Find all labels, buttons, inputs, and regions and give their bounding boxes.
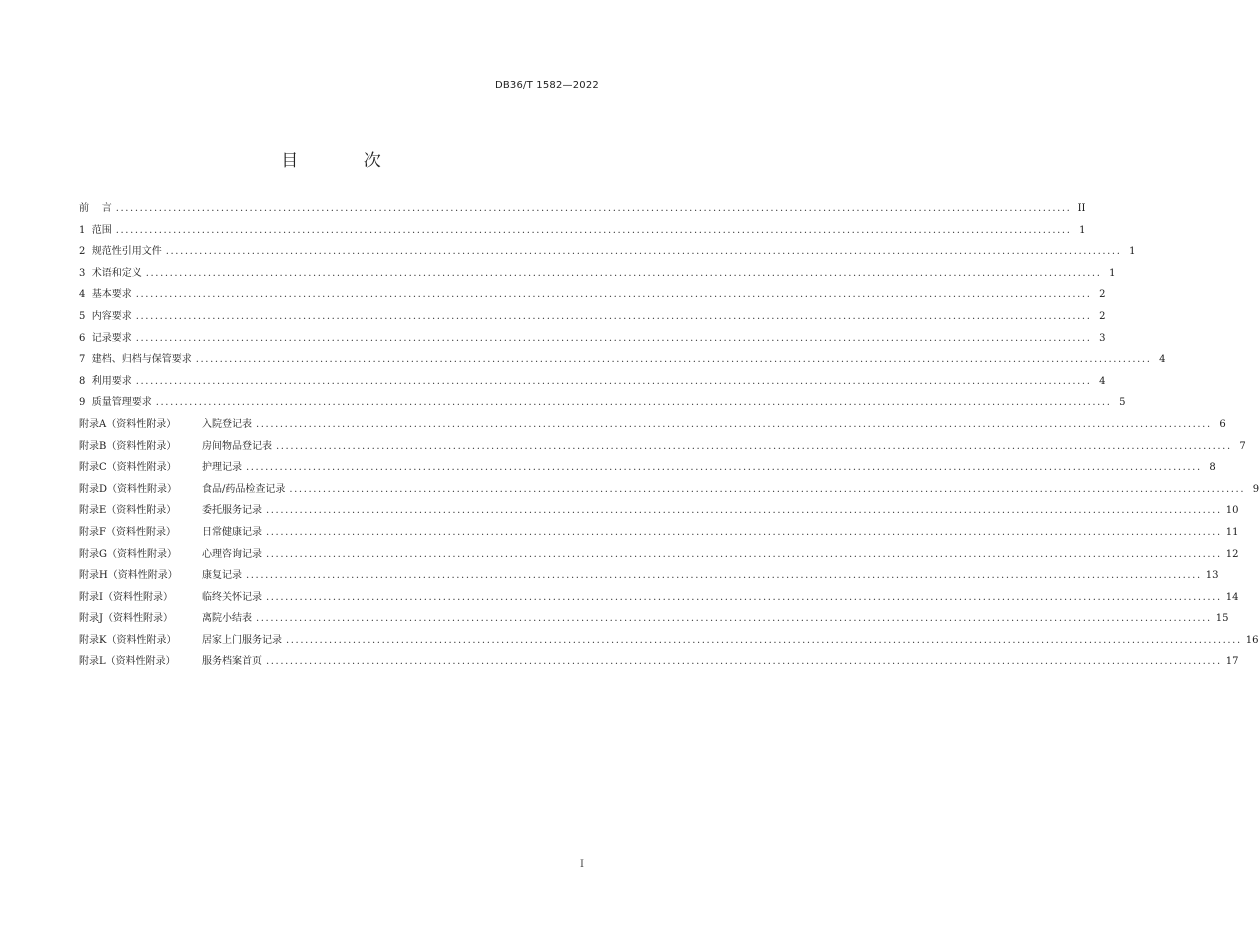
- toc-entry-page: 4: [1159, 354, 1166, 366]
- toc-leader-dots: ........................................................................................................................................................................................................: [256, 613, 1212, 625]
- toc-leader-dots: ........................................................................................................................................................................................................: [266, 548, 1222, 560]
- toc-entry-page: 2: [1099, 289, 1106, 301]
- toc-entry-page: 7: [1239, 440, 1246, 452]
- toc-leader-dots: ........................................................................................................................................................................................................: [266, 526, 1222, 538]
- toc-entry-label: 4 基本要求: [79, 289, 132, 301]
- toc-entry-appendix-prefix: 附录J（资料性附录）: [79, 613, 174, 625]
- toc-entry[interactable]: [79, 392, 1126, 414]
- toc-entry-label: 前 言: [79, 203, 112, 214]
- toc-leader-dots: ........................................................................................................................................................................................................: [246, 570, 1202, 582]
- toc-leader-dots: ........................................................................................................................................................................................................: [165, 246, 1122, 258]
- toc-entry[interactable]: [79, 263, 1116, 285]
- toc-leader-dots: ........................................................................................................................................................................................................: [276, 440, 1232, 452]
- toc-entry[interactable]: [79, 220, 1086, 242]
- toc-entry-label: 日常健康记录: [202, 526, 262, 538]
- toc-entry-label: 服务档案首页: [202, 656, 262, 668]
- toc-leader-dots: ........................................................................................................................................................................................................: [289, 483, 1246, 495]
- toc-entry-label: 居家上门服务记录: [202, 634, 282, 646]
- toc-entry-appendix-prefix: 附录C（资料性附录）: [79, 462, 177, 474]
- toc-leader-dots: ........................................................................................................................................................................................................: [135, 310, 1092, 322]
- toc-entry-appendix-prefix: 附录F（资料性附录）: [79, 526, 176, 538]
- toc-leader-dots: ........................................................................................................................................................................................................: [135, 289, 1092, 301]
- toc-entry[interactable]: [79, 457, 1216, 479]
- toc-entry-page: 8: [1209, 462, 1216, 474]
- toc-entry[interactable]: [79, 284, 1106, 306]
- toc-entry-label: 心理咨询记录: [202, 548, 262, 560]
- toc-entry[interactable]: [79, 371, 1106, 393]
- toc-entry-label: 5 内容要求: [79, 310, 132, 322]
- toc-entry-label: 食品/药品检查记录: [202, 483, 286, 495]
- toc-entry[interactable]: [79, 587, 1239, 609]
- toc-entry-page: 15: [1215, 613, 1229, 625]
- table-of-contents: [79, 198, 1259, 673]
- toc-entry-page: 9: [1252, 483, 1259, 495]
- toc-entry-page: 11: [1225, 526, 1239, 538]
- toc-entry-label: 委托服务记录: [202, 505, 262, 517]
- toc-entry-label: 护理记录: [202, 462, 242, 474]
- toc-entry[interactable]: [79, 479, 1259, 501]
- toc-leader-dots: ........................................................................................................................................................................................................: [266, 656, 1222, 668]
- toc-entry-page: 5: [1119, 397, 1126, 409]
- toc-leader-dots: ........................................................................................................................................................................................................: [195, 354, 1152, 366]
- toc-entry-page: 10: [1225, 505, 1239, 517]
- toc-entry-appendix-prefix: 附录I（资料性附录）: [79, 591, 173, 603]
- toc-entry-appendix-prefix: 附录A（资料性附录）: [79, 418, 177, 430]
- toc-entry-label: 3 术语和定义: [79, 267, 142, 279]
- toc-entry-page: 6: [1219, 418, 1226, 430]
- toc-entry[interactable]: [79, 414, 1226, 436]
- toc-entry-page: 1: [1109, 267, 1116, 279]
- toc-leader-dots: ........................................................................................................................................................................................................: [145, 267, 1102, 279]
- toc-entry[interactable]: [79, 522, 1239, 544]
- toc-entry[interactable]: [79, 241, 1136, 263]
- toc-entry[interactable]: [79, 565, 1219, 587]
- toc-leader-dots: ........................................................................................................................................................................................................: [135, 375, 1092, 387]
- toc-entry-label: 6 记录要求: [79, 332, 132, 344]
- toc-title: 目 次: [281, 151, 411, 171]
- toc-entry-label: 9 质量管理要求: [79, 397, 152, 409]
- toc-leader-dots: ........................................................................................................................................................................................................: [115, 224, 1072, 236]
- toc-entry-label: 房间物品登记表: [202, 440, 272, 452]
- toc-entry[interactable]: [79, 436, 1246, 458]
- toc-entry-label: 康复记录: [202, 570, 242, 582]
- toc-entry-label: 离院小结表: [202, 613, 252, 625]
- toc-entry-appendix-prefix: 附录G（资料性附录）: [79, 548, 177, 560]
- toc-leader-dots: ........................................................................................................................................................................................................: [135, 332, 1092, 344]
- toc-entry-appendix-prefix: 附录K（资料性附录）: [79, 634, 177, 646]
- toc-entry-page: 14: [1225, 591, 1239, 603]
- toc-entry[interactable]: [79, 198, 1086, 220]
- toc-entry-appendix-prefix: 附录B（资料性附录）: [79, 440, 177, 452]
- toc-entry-label: 1 范围: [79, 224, 112, 236]
- toc-entry[interactable]: [79, 349, 1166, 371]
- toc-entry[interactable]: [79, 328, 1106, 350]
- toc-entry[interactable]: [79, 306, 1106, 328]
- toc-entry-page: 3: [1099, 332, 1106, 344]
- toc-leader-dots: ........................................................................................................................................................................................................: [256, 418, 1212, 430]
- toc-leader-dots: ........................................................................................................................................................................................................: [115, 203, 1072, 214]
- toc-entry-page: 2: [1099, 310, 1106, 322]
- toc-entry-page: 16: [1245, 634, 1259, 646]
- page-number: I: [580, 859, 584, 870]
- toc-entry-page: 1: [1079, 224, 1086, 236]
- toc-entry-appendix-prefix: 附录H（资料性附录）: [79, 570, 178, 582]
- toc-entry[interactable]: [79, 651, 1239, 673]
- toc-leader-dots: ........................................................................................................................................................................................................: [246, 462, 1202, 474]
- toc-entry-appendix-prefix: 附录E（资料性附录）: [79, 505, 177, 517]
- toc-entry-page: II: [1077, 203, 1086, 214]
- toc-entry-page: 17: [1225, 656, 1239, 668]
- toc-entry[interactable]: [79, 500, 1239, 522]
- toc-entry-label: 临终关怀记录: [202, 591, 262, 603]
- toc-entry-page: 12: [1225, 548, 1239, 560]
- toc-entry-page: 13: [1205, 570, 1219, 582]
- toc-entry-page: 1: [1129, 246, 1136, 258]
- toc-entry[interactable]: [79, 544, 1239, 566]
- toc-entry[interactable]: [79, 630, 1259, 652]
- standard-code: DB36/T 1582—2022: [494, 80, 599, 91]
- toc-entry-appendix-prefix: 附录L（资料性附录）: [79, 656, 176, 668]
- toc-entry-page: 4: [1099, 375, 1106, 387]
- toc-leader-dots: ........................................................................................................................................................................................................: [266, 505, 1222, 517]
- toc-leader-dots: ........................................................................................................................................................................................................: [266, 591, 1222, 603]
- toc-leader-dots: ........................................................................................................................................................................................................: [155, 397, 1112, 409]
- toc-leader-dots: ........................................................................................................................................................................................................: [286, 634, 1242, 646]
- toc-entry-label: 8 利用要求: [79, 375, 132, 387]
- toc-entry-label: 2 规范性引用文件: [79, 246, 162, 258]
- toc-entry[interactable]: [79, 608, 1229, 630]
- toc-entry-appendix-prefix: 附录D（资料性附录）: [79, 483, 178, 495]
- toc-entry-label: 7 建档、归档与保管要求: [79, 354, 192, 366]
- toc-entry-label: 入院登记表: [202, 418, 252, 430]
